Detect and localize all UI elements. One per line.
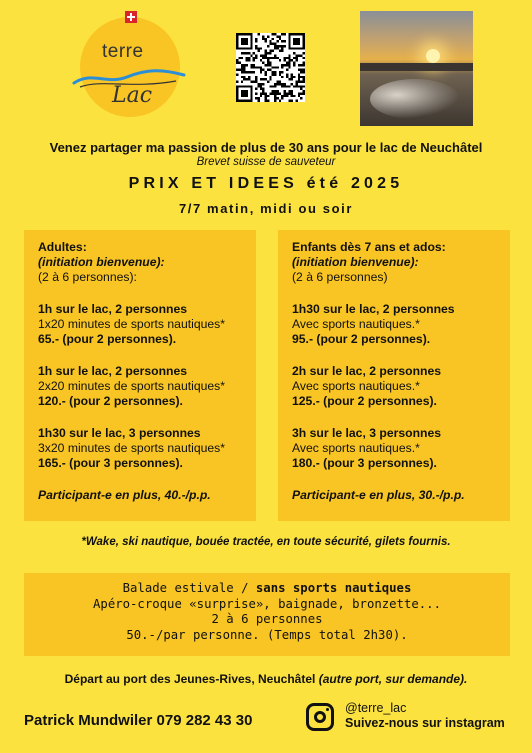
offer-price: 125.- (pour 2 personnes).: [292, 394, 437, 408]
balade-title-bold: sans sports nautiques: [255, 581, 412, 595]
headline-prix: PRIX ET IDEES été 2025: [128, 175, 404, 192]
offer-item: [292, 302, 496, 347]
price-box-adultes: [24, 230, 256, 521]
category-group: (2 à 6 personnes): [292, 270, 388, 284]
offer-item: [38, 364, 242, 409]
departure-info: [0, 672, 532, 686]
contact-name-phone: Patrick Mundwiler 079 282 43 30: [24, 712, 253, 729]
category-title: Adultes:: [38, 240, 87, 254]
category-title: Enfants dès 7 ans et ados:: [292, 240, 446, 254]
offer-item: [292, 364, 496, 409]
balade-title: [24, 581, 510, 597]
offer-item: [38, 426, 242, 471]
offer-price: 180.- (pour 3 personnes).: [292, 456, 437, 470]
departure-note: (autre port, sur demande).: [318, 672, 468, 686]
instagram-handle: @terre_lac: [345, 701, 407, 715]
balade-line: 50.-/par personne. (Temps total 2h30).: [126, 627, 408, 642]
balade-box: [24, 573, 510, 656]
offer-detail: 1x20 minutes de sports nautiques*: [38, 317, 225, 331]
offer-detail: Avec sports nautiques.*: [292, 379, 420, 393]
offer-price: 165.- (pour 3 personnes).: [38, 456, 183, 470]
offer-title: 1h30 sur le lac, 2 personnes: [292, 302, 455, 316]
logo-word-terre: terre: [102, 41, 144, 62]
offer-detail: 2x20 minutes de sports nautiques*: [38, 379, 225, 393]
offer-item: [292, 426, 496, 471]
category-intro: (initiation bienvenue):: [292, 255, 419, 269]
qr-code-icon: [236, 33, 305, 102]
offer-title: 1h sur le lac, 2 personnes: [38, 364, 188, 378]
offer-price: 95.- (pour 2 personnes).: [292, 332, 431, 346]
offer-price: 120.- (pour 2 personnes).: [38, 394, 183, 408]
offer-detail: Avec sports nautiques.*: [292, 441, 420, 455]
boat-wake-shape: [370, 79, 460, 119]
offer-price: 65.- (pour 2 personnes).: [38, 332, 177, 346]
balade-title-plain: Balade estivale /: [122, 581, 256, 595]
offer-title: 2h sur le lac, 2 personnes: [292, 364, 442, 378]
logo-word-lac: Lac: [112, 83, 153, 108]
instagram-follow-text: Suivez-nous sur instagram: [345, 716, 505, 730]
price-box-enfants: [278, 230, 510, 521]
offer-title: 1h30 sur le lac, 3 personnes: [38, 426, 201, 440]
shoreline-shape: [360, 63, 473, 71]
category-group: (2 à 6 personnes):: [38, 270, 137, 284]
sun-shape: [426, 49, 440, 63]
balade-line: 2 à 6 personnes: [211, 612, 323, 626]
offer-detail: Avec sports nautiques.*: [292, 317, 420, 331]
extra-participant-price: Participant-e en plus, 40.-/p.p.: [38, 488, 211, 502]
category-intro: (initiation bienvenue):: [38, 255, 165, 269]
sunset-lake-photo: [360, 11, 473, 126]
headline-brevet: Brevet suisse de sauveteur: [196, 156, 336, 168]
offer-title: 3h sur le lac, 3 personnes: [292, 426, 442, 440]
instagram-icon: [306, 703, 334, 731]
headline-passion: Venez partager ma passion de plus de 30 ans pour le lac de Neuchâtel: [49, 140, 483, 155]
offer-title: 1h sur le lac, 2 personnes: [38, 302, 188, 316]
sports-footnote: *Wake, ski nautique, bouée tractée, en toute sécurité, gilets fournis.: [81, 536, 451, 548]
terre-lac-logo: [72, 11, 188, 121]
swiss-flag-icon: [125, 11, 137, 23]
headline-days: 7/7 matin, midi ou soir: [178, 201, 354, 216]
departure-main: Départ au port des Jeunes-Rives, Neuchâtel: [64, 672, 319, 686]
offer-item: [38, 302, 242, 347]
balade-line: Apéro-croque «surprise», baignade, bronzette...: [93, 596, 441, 611]
offer-detail: 3x20 minutes de sports nautiques*: [38, 441, 225, 455]
extra-participant-price: Participant-e en plus, 30.-/p.p.: [292, 488, 465, 502]
